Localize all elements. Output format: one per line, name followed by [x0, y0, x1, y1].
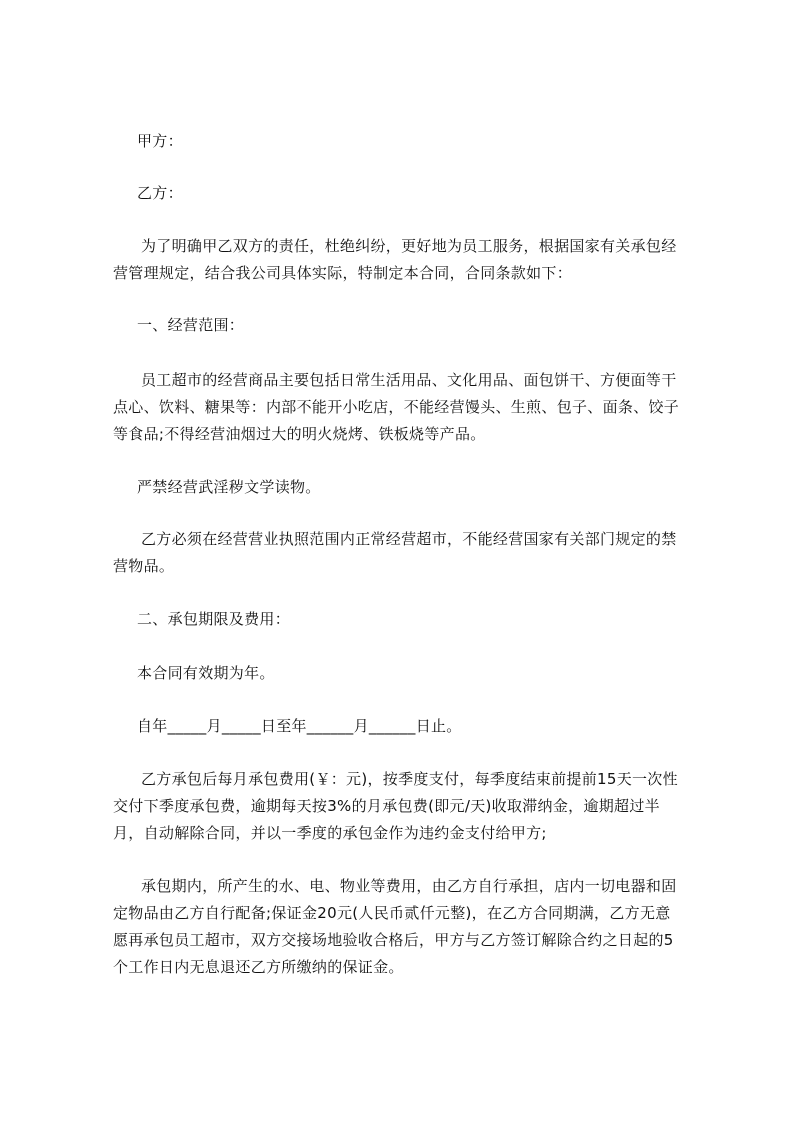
section2-title: 二、承包期限及费用：: [137, 610, 291, 628]
section2-paragraph-2: 自年_____月_____日至年______月______日止。: [137, 717, 462, 735]
section1-title: 一、经营范围：: [137, 316, 245, 334]
section2-paragraph-1: 本合同有效期为年。: [137, 664, 275, 682]
section2-paragraph-3: 乙方承包后每月承包费用(￥：元)，按季度支付，每季度结束前提前15天一次性交付下季度承包费，逾期每天按3%的月承包费(即元/天)收取滞纳金，逾期超过半月，自动解除合同，并以一季度的承包金作为违约金支付给甲方;: [113, 770, 678, 842]
intro-paragraph: 为了明确甲乙双方的责任，杜绝纠纷，更好地为员工服务，根据国家有关承包经营管理规定，结合我公司具体实际，特制定本合同，合同条款如下：: [113, 237, 677, 282]
section1-paragraph-1: 员工超市的经营商品主要包括日常生活用品、文化用品、面包饼干、方便面等干点心、饮料、糖果等：内部不能开小吃店，不能经营馒头、生煎、包子、面条、饺子等食品;不得经营油烟过大的明火烧烤、铁板烧等产品。: [113, 371, 680, 443]
section1-paragraph-3: 乙方必须在经营营业执照范围内正常经营超市，不能经营国家有关部门规定的禁营物品。: [113, 530, 677, 575]
section1-paragraph-2: 严禁经营武淫秽文学读物。: [137, 478, 321, 496]
party-b-label: 乙方：: [137, 184, 183, 202]
party-a-label: 甲方：: [137, 132, 183, 150]
section2-paragraph-4: 承包期内，所产生的水、电、物业等费用，由乙方自行承担，店内一切电器和固定物品由乙方自行配备;保证金20元(人民币贰仟元整)，在乙方合同期满，乙方无意愿再承包员工超市，双方交接场地验收合格后，甲方与乙方签订解除合约之日起的5个工作日内无息退还乙方所缴纳的保证金。: [113, 877, 677, 976]
